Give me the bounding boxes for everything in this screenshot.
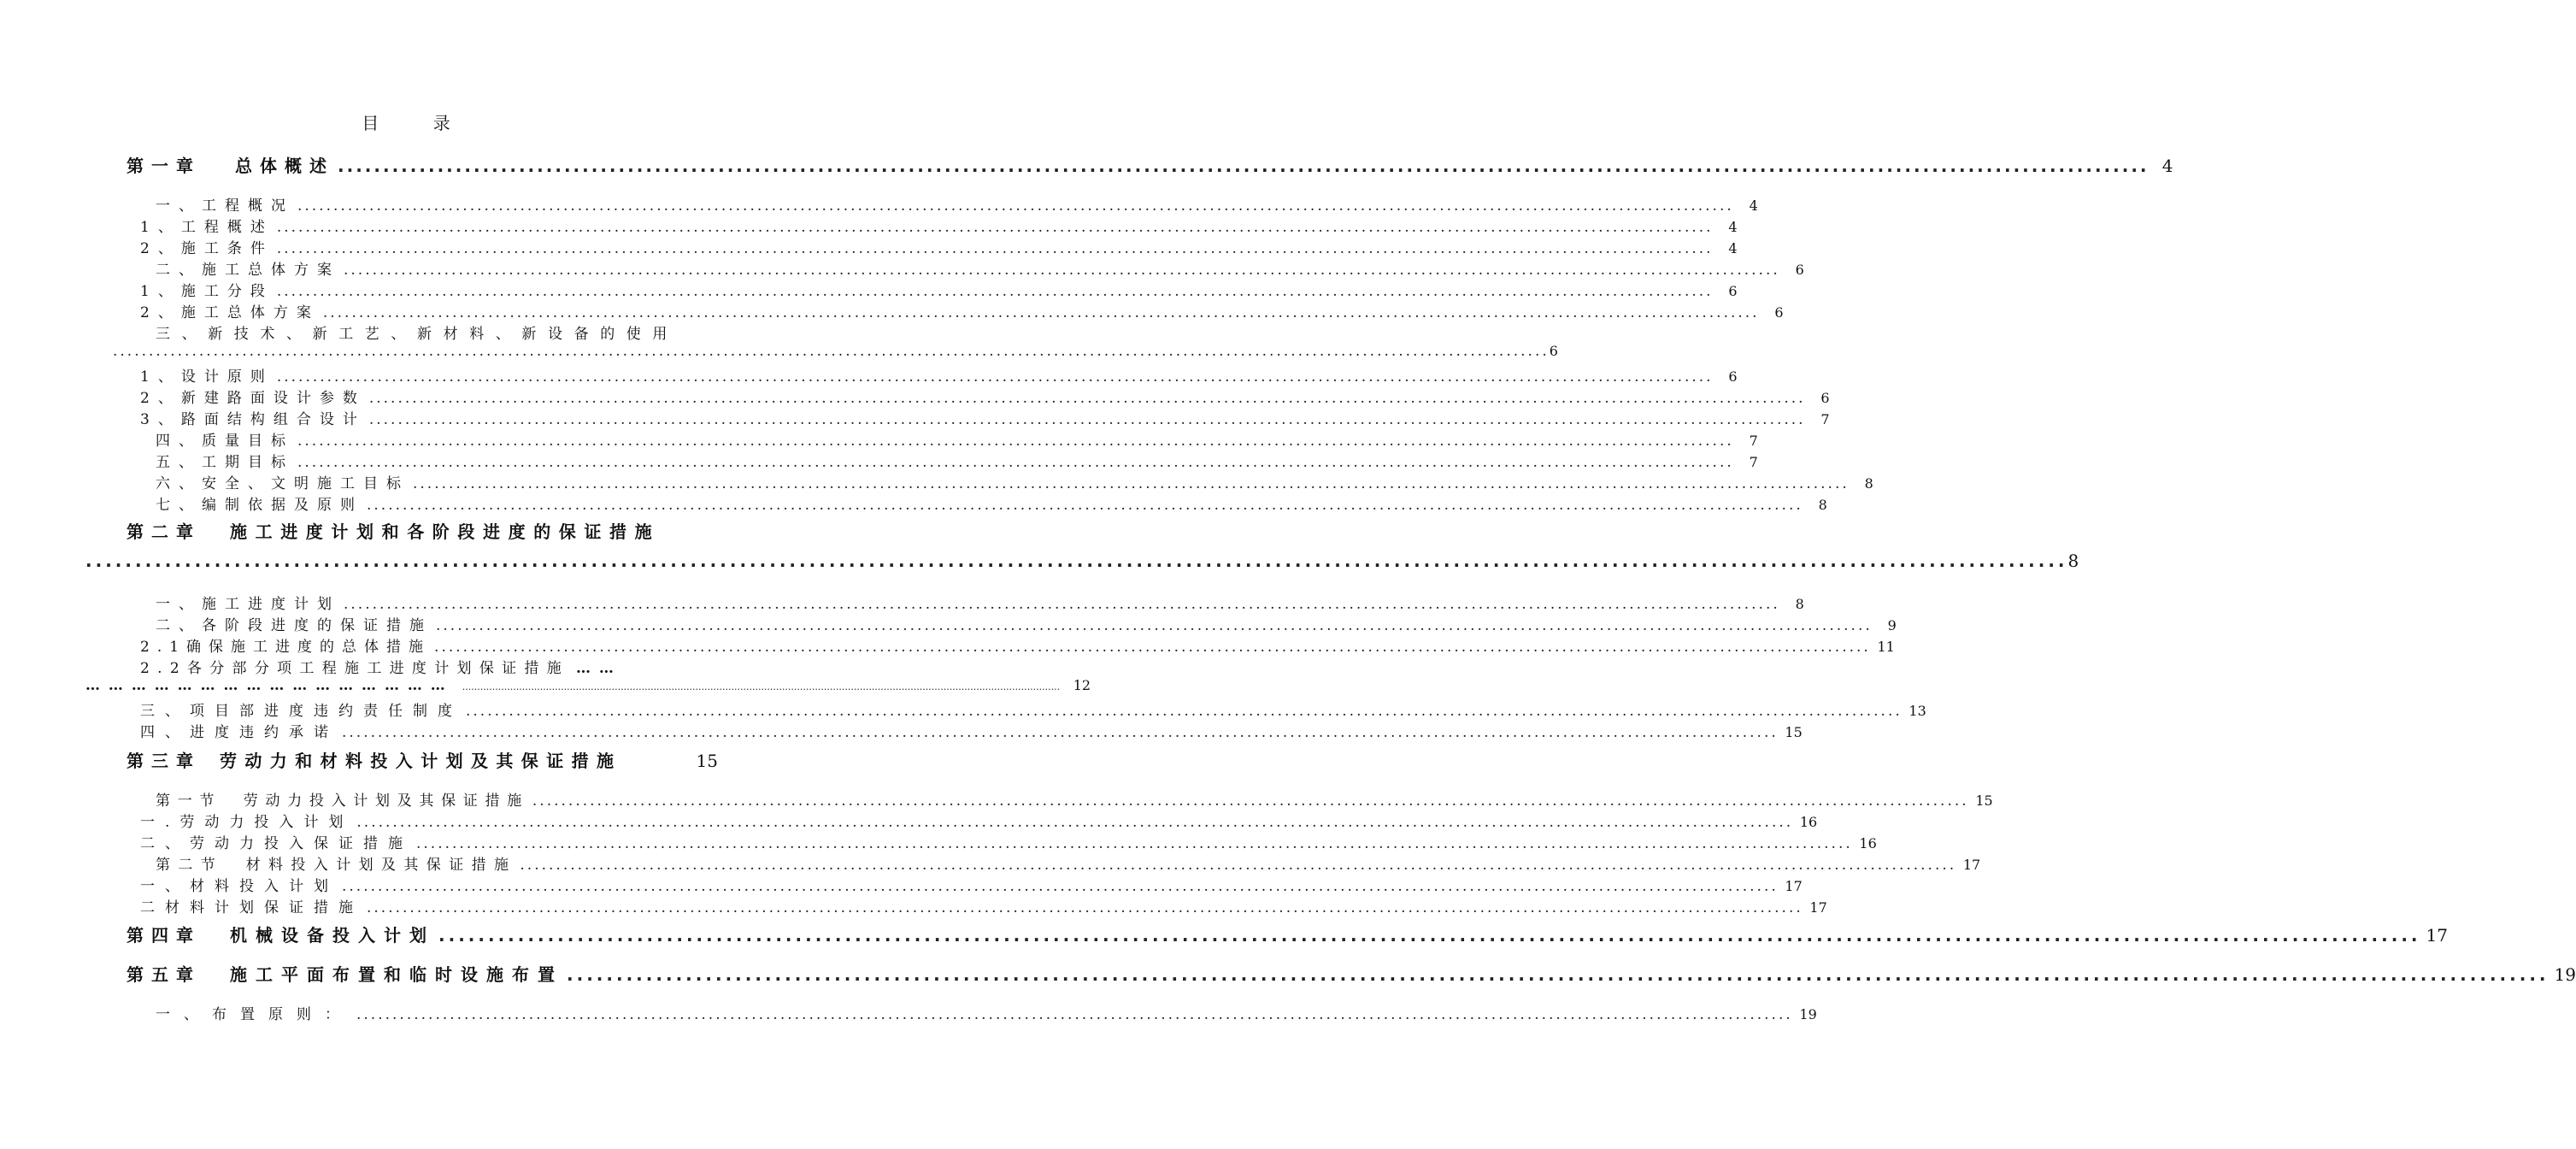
toc-entry[interactable]: 四、质量目标 ........................................................................................................................................................................................................ 7 (156, 433, 1758, 450)
toc-entry[interactable]: 2.1确保施工进度的总体措施 ........................................................................................................................................................................................................ 11 (140, 639, 1895, 656)
toc-entry[interactable]: 一、工程概况 ........................................................................................................................................................................................................ 4 (156, 197, 1758, 215)
toc-entry[interactable]: 2、施工条件 ........................................................................................................................................................................................................ 4 (140, 240, 1738, 257)
toc-entry[interactable]: 一、材料投入计划 ........................................................................................................................................................................................................ 17 (140, 878, 1803, 895)
dot-leader: ........................................................................................................................................................................................................ (462, 681, 1061, 692)
toc-entry[interactable]: 第一节 劳动力投入计划及其保证措施 ........................................................................................................................................................................................................ 15 (156, 793, 1993, 810)
toc-entry[interactable]: 一、布置原则： ........................................................................................................................................................................................................ 19 (156, 1006, 1817, 1023)
toc-entry[interactable]: 二、劳动力投入保证措施 ........................................................................................................................................................................................................ 16 (140, 835, 1877, 852)
toc-chapter-3[interactable]: 第三章 劳动力和材料投入计划及其保证措施 15 (126, 751, 718, 771)
toc-entry[interactable]: 二、各阶段进度的保证措施 ........................................................................................................................................................................................................ 9 (156, 617, 1897, 634)
toc-chapter-2-line2[interactable]: ........................................................................................................................................................................................................ 8 (85, 551, 2079, 571)
toc-entry[interactable]: 一.劳动力投入计划 ........................................................................................................................................................................................................ 16 (140, 814, 1818, 831)
toc-entry[interactable]: 第二节 材料投入计划及其保证措施 ........................................................................................................................................................................................................ 17 (156, 857, 1981, 874)
dot-leader: ........................................................................................................................................................................................................ (85, 551, 2068, 571)
dot-leader: ........................................................................................................................................................................................................ (113, 343, 1550, 360)
toc-chapter-2-line1[interactable]: 第二章 施工进度计划和各阶段进度的保证措施 (126, 521, 661, 542)
toc-entry-wrapped-line2[interactable]: … … … … … … … … … … … … … … … … ........................................................................................................................................................................................................ 12 (85, 677, 1091, 694)
page-number: 4 (2161, 156, 2173, 176)
toc-entry[interactable]: 二、施工总体方案 ........................................................................................................................................................................................................ 6 (156, 262, 1804, 279)
chapter-title: 总体概述 (235, 156, 334, 176)
toc-entry[interactable]: 一、施工进度计划 ........................................................................................................................................................................................................ 8 (156, 596, 1804, 613)
toc-chapter-1[interactable] (126, 152, 2173, 177)
toc-entry-wrapped-line2[interactable]: ........................................................................................................................................................................................................ 6 (113, 343, 1558, 360)
chapter-label: 第一章 (126, 156, 201, 176)
toc-chapter-4[interactable]: 第四章 机械设备投入计划 ........................................................................................................................................................................................................ 17 (126, 925, 2448, 946)
dot-leader: ........................................................................................................................................................................................................ (438, 925, 2421, 946)
toc-entry[interactable]: 1、设计原则 ........................................................................................................................................................................................................ 6 (140, 368, 1738, 386)
dot-leader: ........................................................................................................................................................................................................ (567, 964, 2550, 985)
toc-entry[interactable]: 三、项目部进度违约责任制度 ........................................................................................................................................................................................................ 13 (140, 703, 1926, 720)
toc-entry-wrapped-line1[interactable]: 2.2各分部分项工程施工进度计划保证措施 … … (140, 660, 615, 677)
toc-entry[interactable]: 1、工程概述 ........................................................................................................................................................................................................ 4 (140, 219, 1738, 236)
toc-entry[interactable]: 六、安全、文明施工目标 ........................................................................................................................................................................................................ 8 (156, 475, 1873, 492)
toc-entry[interactable]: 七、编制依据及原则 ........................................................................................................................................................................................................ 8 (156, 497, 1827, 514)
toc-entry[interactable]: 2、施工总体方案 ........................................................................................................................................................................................................ 6 (140, 304, 1784, 321)
toc-entry[interactable]: 二材料计划保证措施 ........................................................................................................................................................................................................ 17 (140, 899, 1827, 916)
toc-entry[interactable]: 四、进度违约承诺 ........................................................................................................................................................................................................ 15 (140, 724, 1803, 741)
toc-chapter-5[interactable]: 第五章 施工平面布置和临时设施布置 ........................................................................................................................................................................................................ 19 (126, 964, 2576, 985)
toc-entry[interactable]: 1、施工分段 ........................................................................................................................................................................................................ 6 (140, 283, 1738, 300)
toc-entry[interactable]: 2、新建路面设计参数 ........................................................................................................................................................................................................ 6 (140, 390, 1830, 407)
dot-leader: ........................................................................................................................................................................................................ (338, 156, 2150, 176)
toc-entry[interactable]: 3、路面结构组合设计 ........................................................................................................................................................................................................ 7 (140, 411, 1830, 428)
toc-entry[interactable]: 五、工期目标 ........................................................................................................................................................................................................ 7 (156, 454, 1758, 471)
page-title: 目 录 (362, 113, 450, 133)
toc-entry-wrapped-line1[interactable]: 三、新技术、新工艺、新材料、新设备的使用 (156, 326, 679, 343)
